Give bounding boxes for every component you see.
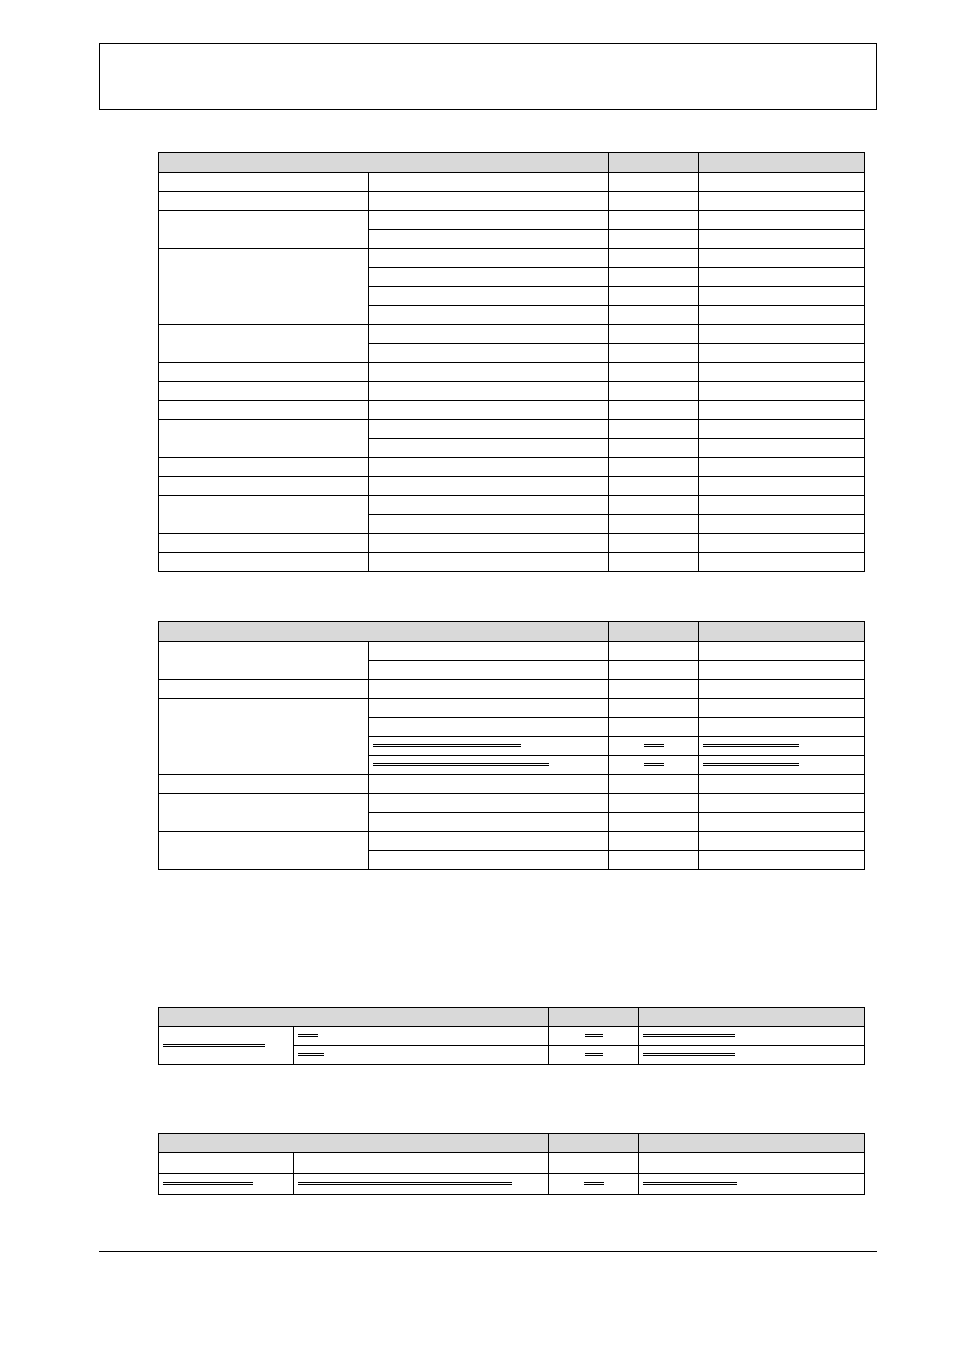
table-cell	[609, 737, 699, 756]
table-cell	[369, 756, 609, 775]
column-header-qty	[549, 1008, 639, 1027]
column-header-qty	[549, 1134, 639, 1153]
table-cell	[369, 211, 609, 230]
redacted-text	[298, 1053, 324, 1056]
redacted-text	[644, 744, 664, 747]
table-cell	[609, 211, 699, 230]
table-cell	[609, 756, 699, 775]
spec-table-3	[158, 1007, 865, 1065]
table-row	[159, 325, 865, 344]
table-cell	[609, 458, 699, 477]
table-cell	[609, 173, 699, 192]
table-cell	[369, 173, 609, 192]
table-cell	[369, 230, 609, 249]
table-cell	[699, 642, 865, 661]
table-cell	[609, 287, 699, 306]
redacted-text	[298, 1182, 512, 1185]
table-group-cell	[159, 249, 369, 325]
column-header-item	[159, 1008, 549, 1027]
table-cell	[699, 661, 865, 680]
table-cell	[699, 737, 865, 756]
table-cell	[549, 1174, 639, 1195]
table-cell	[369, 775, 609, 794]
table-cell	[369, 832, 609, 851]
column-header-partno	[699, 153, 865, 173]
table-cell	[699, 173, 865, 192]
table-cell	[369, 553, 609, 572]
table-cell	[639, 1046, 865, 1065]
table-cell	[699, 344, 865, 363]
table-cell	[699, 756, 865, 775]
table-cell	[159, 775, 369, 794]
table-cell	[369, 737, 609, 756]
table-cell	[699, 325, 865, 344]
table-cell	[609, 661, 699, 680]
table-cell	[699, 382, 865, 401]
table-cell	[159, 477, 369, 496]
table-cell	[609, 382, 699, 401]
table-cell	[369, 401, 609, 420]
table-cell	[369, 851, 609, 870]
table-cell	[369, 192, 609, 211]
table-group-cell	[159, 325, 369, 363]
table-cell	[369, 534, 609, 553]
table-cell	[609, 832, 699, 851]
column-header-qty	[609, 153, 699, 173]
table-cell	[609, 496, 699, 515]
table-cell	[609, 363, 699, 382]
table-cell	[609, 325, 699, 344]
redacted-text	[703, 744, 799, 747]
column-header-item	[159, 622, 609, 642]
table-cell	[159, 553, 369, 572]
redacted-text	[373, 763, 549, 766]
table-cell	[294, 1027, 549, 1046]
table-cell	[699, 458, 865, 477]
table-cell	[609, 642, 699, 661]
table-cell	[369, 420, 609, 439]
table-cell	[369, 496, 609, 515]
table-cell	[369, 439, 609, 458]
table-row	[159, 382, 865, 401]
table-cell	[699, 851, 865, 870]
table-row	[159, 699, 865, 718]
table-cell	[609, 534, 699, 553]
table-row	[159, 211, 865, 230]
column-header-item	[159, 1134, 549, 1153]
table-row	[159, 1027, 865, 1046]
table-cell	[609, 680, 699, 699]
table-group-cell	[159, 1027, 294, 1065]
table-row	[159, 192, 865, 211]
table-header-row	[159, 622, 865, 642]
table-cell	[369, 477, 609, 496]
table-cell	[609, 477, 699, 496]
table-cell	[699, 211, 865, 230]
table-cell	[609, 249, 699, 268]
table-cell	[369, 718, 609, 737]
table-cell	[699, 794, 865, 813]
table-cell	[639, 1174, 865, 1195]
redacted-text	[298, 1034, 318, 1037]
table-cell	[609, 401, 699, 420]
table-cell	[699, 553, 865, 572]
table-cell	[159, 173, 369, 192]
table-row	[159, 363, 865, 382]
table-cell	[609, 851, 699, 870]
table-cell	[699, 420, 865, 439]
table-cell	[699, 496, 865, 515]
table-cell	[369, 268, 609, 287]
column-header-partno	[699, 622, 865, 642]
table-cell	[159, 363, 369, 382]
table-cell	[159, 680, 369, 699]
table-cell	[609, 699, 699, 718]
table-cell	[609, 794, 699, 813]
redacted-text	[373, 744, 521, 747]
table-header-row	[159, 1134, 865, 1153]
table-group-cell	[159, 642, 369, 680]
spec-table-2	[158, 621, 865, 870]
table-cell	[699, 680, 865, 699]
table-cell	[699, 287, 865, 306]
table-row	[159, 249, 865, 268]
table-cell	[549, 1027, 639, 1046]
table-cell	[699, 230, 865, 249]
column-header-qty	[609, 622, 699, 642]
table-cell	[609, 344, 699, 363]
table-cell	[699, 363, 865, 382]
table-cell	[609, 268, 699, 287]
table-cell	[159, 192, 369, 211]
redacted-text	[584, 1182, 604, 1185]
table-cell	[369, 306, 609, 325]
table-cell	[369, 325, 609, 344]
table-row	[159, 642, 865, 661]
table-header-row	[159, 153, 865, 173]
table-row	[159, 832, 865, 851]
table-row	[159, 1174, 865, 1195]
table-cell	[369, 382, 609, 401]
table-cell	[159, 534, 369, 553]
table-cell	[294, 1174, 549, 1195]
table-cell	[699, 306, 865, 325]
table-group-cell	[159, 496, 369, 534]
table-cell	[699, 699, 865, 718]
page-header-box	[99, 43, 877, 110]
column-header-partno	[639, 1008, 865, 1027]
table-row	[159, 680, 865, 699]
table-row	[159, 1153, 865, 1174]
table-cell	[159, 1153, 294, 1174]
table-cell	[609, 230, 699, 249]
table-row	[159, 553, 865, 572]
spec-table-4	[158, 1133, 865, 1195]
table-cell	[699, 249, 865, 268]
table-cell	[369, 699, 609, 718]
table-cell	[369, 344, 609, 363]
table-group-cell	[159, 699, 369, 775]
table-cell	[609, 192, 699, 211]
table-cell	[294, 1046, 549, 1065]
table-cell	[159, 382, 369, 401]
table-cell	[699, 775, 865, 794]
table-row	[159, 401, 865, 420]
table-cell	[699, 477, 865, 496]
table-cell	[159, 401, 369, 420]
table-row	[159, 173, 865, 192]
column-header-item	[159, 153, 609, 173]
table-cell	[369, 458, 609, 477]
redacted-text	[163, 1044, 265, 1047]
table-cell	[549, 1153, 639, 1174]
table-row	[159, 794, 865, 813]
table-row	[159, 420, 865, 439]
table-cell	[369, 661, 609, 680]
table-cell	[639, 1027, 865, 1046]
table-cell	[639, 1153, 865, 1174]
table-cell	[159, 1174, 294, 1195]
table-group-cell	[159, 420, 369, 458]
redacted-text	[643, 1034, 735, 1037]
table-cell	[369, 515, 609, 534]
table-group-cell	[159, 211, 369, 249]
table-cell	[609, 306, 699, 325]
table-row	[159, 458, 865, 477]
table-cell	[699, 268, 865, 287]
table-cell	[159, 458, 369, 477]
table-cell	[369, 794, 609, 813]
table-cell	[699, 718, 865, 737]
table-cell	[699, 534, 865, 553]
table-cell	[699, 439, 865, 458]
table-cell	[699, 515, 865, 534]
table-cell	[609, 439, 699, 458]
spec-table-1	[158, 152, 865, 572]
redacted-text	[585, 1034, 603, 1037]
redacted-text	[585, 1053, 603, 1056]
table-cell	[609, 718, 699, 737]
table-cell	[609, 813, 699, 832]
table-cell	[369, 363, 609, 382]
table-cell	[609, 515, 699, 534]
table-cell	[699, 832, 865, 851]
table-group-cell	[159, 794, 369, 832]
footer-divider	[99, 1251, 877, 1252]
table-row	[159, 534, 865, 553]
column-header-partno	[639, 1134, 865, 1153]
table-cell	[549, 1046, 639, 1065]
table-cell	[369, 249, 609, 268]
table-cell	[369, 287, 609, 306]
table-cell	[699, 813, 865, 832]
table-group-cell	[159, 832, 369, 870]
table-cell	[369, 642, 609, 661]
table-row	[159, 477, 865, 496]
table-cell	[699, 401, 865, 420]
redacted-text	[643, 1053, 735, 1056]
redacted-text	[703, 763, 799, 766]
redacted-text	[163, 1182, 253, 1185]
table-cell	[294, 1153, 549, 1174]
redacted-text	[643, 1182, 737, 1185]
table-cell	[609, 420, 699, 439]
table-row	[159, 496, 865, 515]
table-row	[159, 775, 865, 794]
table-cell	[609, 775, 699, 794]
table-cell	[699, 192, 865, 211]
table-cell	[369, 680, 609, 699]
table-cell	[369, 813, 609, 832]
table-header-row	[159, 1008, 865, 1027]
redacted-text	[644, 763, 664, 766]
table-cell	[609, 553, 699, 572]
